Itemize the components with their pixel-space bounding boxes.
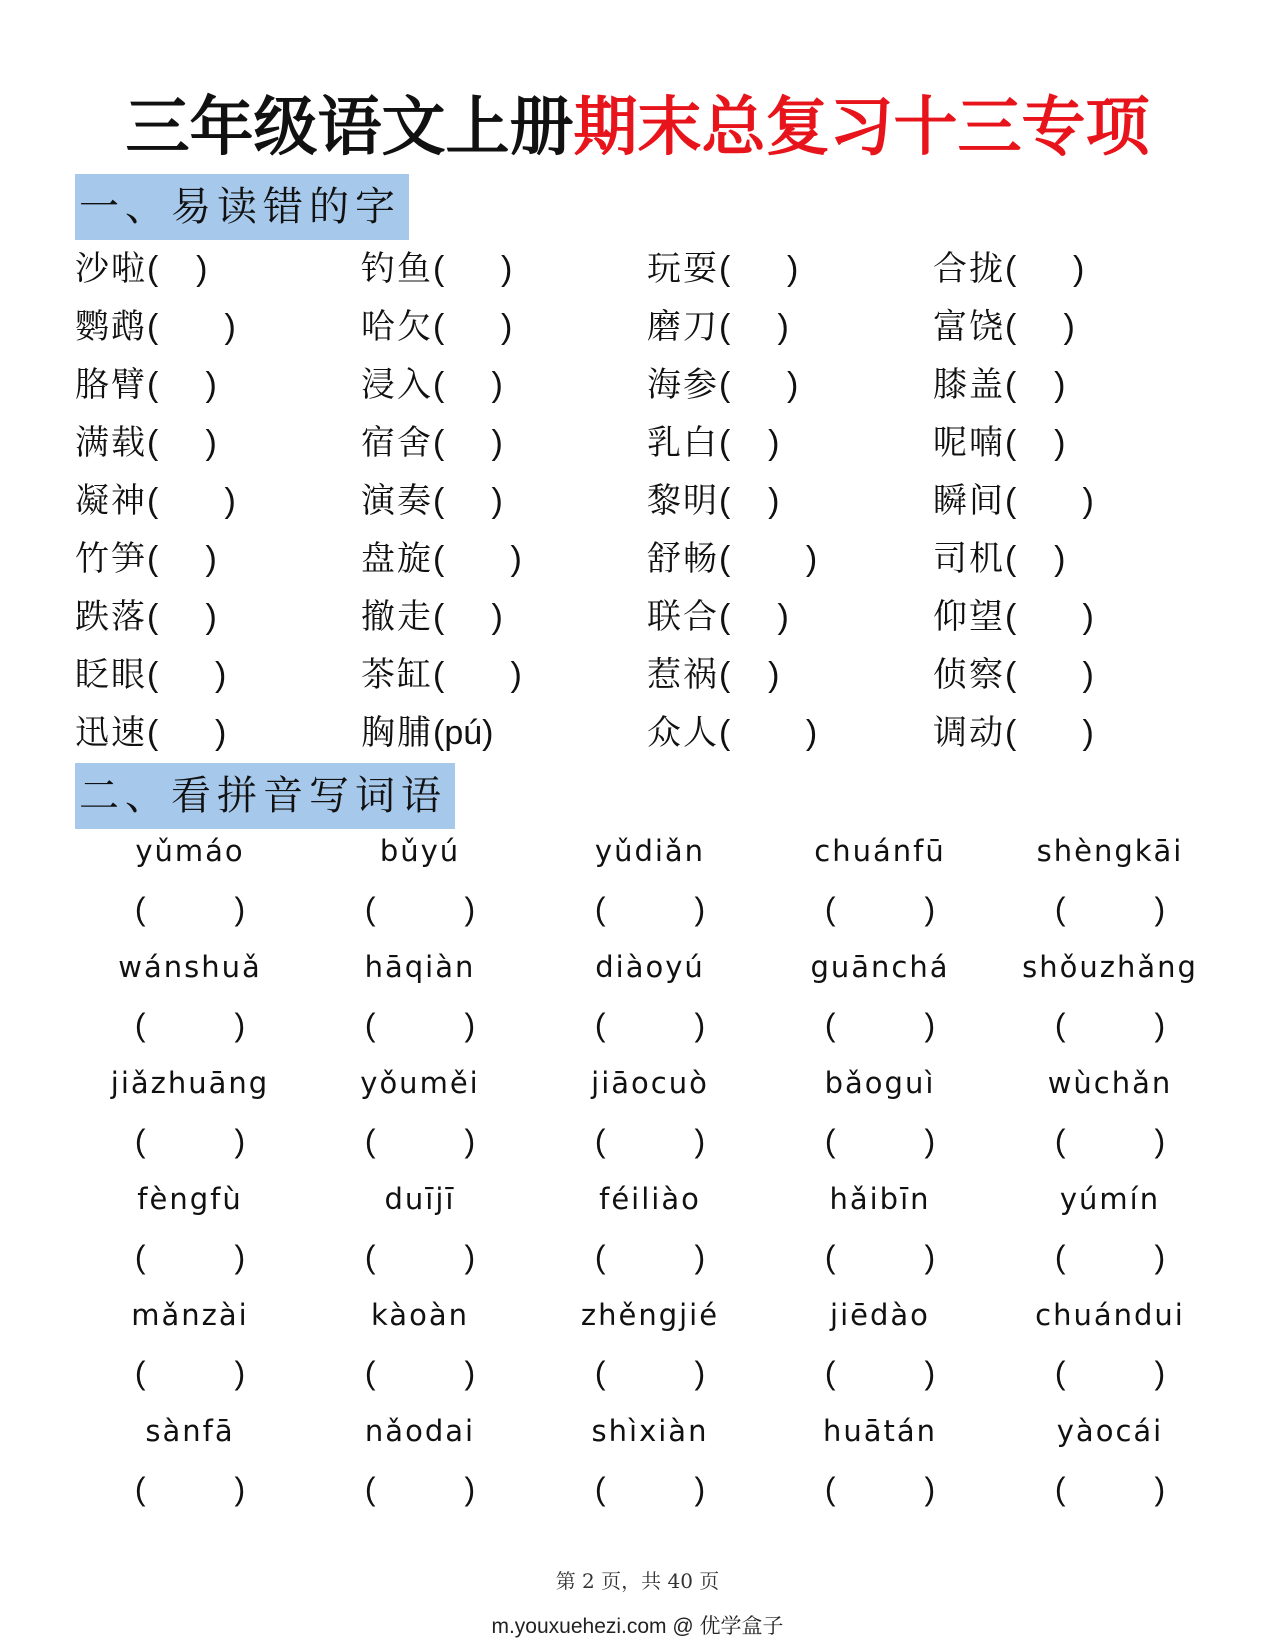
vocab-word: 鹦鹉 [75, 307, 147, 347]
answer-blank: ( ) [719, 424, 780, 462]
answer-blank: ( ) [1005, 424, 1066, 462]
answer-blank: ( ) [824, 1355, 936, 1391]
pinyin-text: yǔmáo [135, 834, 245, 868]
vocab-item [933, 472, 1215, 530]
answer-blank: ( ) [433, 598, 503, 636]
vocab-word: 乳白 [647, 423, 719, 463]
vocab-word: 黎明 [647, 481, 719, 521]
pinyin-text: féiliào [599, 1182, 701, 1216]
vocab-word: 演奏 [361, 481, 433, 521]
pinyin-text: duījī [384, 1182, 456, 1216]
title-part-red: 期末总复习十三专项 [573, 91, 1150, 165]
vocab-item [75, 646, 361, 704]
pinyin-cell [995, 1286, 1225, 1402]
vocab-word: 膝盖 [933, 365, 1005, 405]
answer-blank: ( ) [594, 1007, 706, 1043]
answer-blank: ( ) [719, 250, 799, 288]
pinyin-cell [535, 1402, 765, 1518]
answer-blank: ( ) [433, 308, 513, 346]
pinyin-cell [765, 1286, 995, 1402]
answer-blank: ( ) [824, 1123, 936, 1159]
pinyin-cell [75, 822, 305, 938]
answer-blank: ( ) [364, 1123, 476, 1159]
answer-blank: ( ) [824, 1471, 936, 1507]
answer-blank: ( ) [364, 1471, 476, 1507]
vocab-item [933, 414, 1215, 472]
section2-heading: 二、看拼音写词语 [75, 763, 455, 829]
pinyin-text: shǒuzhǎng [1022, 950, 1198, 984]
answer-blank: ( ) [147, 656, 227, 694]
vocab-item [933, 356, 1215, 414]
vocab-word: 磨刀 [647, 307, 719, 347]
pinyin-cell [535, 1054, 765, 1170]
vocab-item [647, 414, 933, 472]
answer-blank: ( ) [433, 250, 513, 288]
answer-blank: ( ) [147, 366, 217, 404]
answer-blank: ( ) [719, 656, 780, 694]
answer-blank: ( ) [1054, 891, 1166, 927]
pinyin-text: kàoàn [371, 1298, 469, 1332]
pinyin-grid [75, 822, 1225, 1518]
vocab-item [361, 298, 647, 356]
pinyin-cell [75, 1054, 305, 1170]
footer-watermark: m.youxuehezi.com @ 优学盒子 [491, 1615, 784, 1638]
vocab-word: 沙啦 [75, 249, 147, 289]
pinyin-cell [75, 1170, 305, 1286]
pinyin-cell [305, 1286, 535, 1402]
vocab-item [75, 472, 361, 530]
answer-blank: ( ) [1005, 540, 1066, 578]
pinyin-text: guānchá [810, 950, 950, 984]
answer-blank: ( ) [1054, 1007, 1166, 1043]
vocab-item [933, 704, 1215, 762]
answer-blank: ( ) [719, 714, 818, 752]
vocab-item [647, 240, 933, 298]
pinyin-text: jiǎzhuāng [110, 1066, 270, 1100]
pinyin-cell [765, 938, 995, 1054]
vocab-word: 盘旋 [361, 539, 433, 579]
vocab-item [75, 298, 361, 356]
pinyin-text: zhěngjié [580, 1298, 720, 1332]
answer-blank: ( ) [147, 482, 236, 520]
answer-blank: ( ) [147, 540, 217, 578]
pinyin-text: chuándui [1035, 1298, 1185, 1332]
pinyin-cell [305, 1054, 535, 1170]
vocab-word: 凝神 [75, 481, 147, 521]
vocab-word: 合拢 [933, 249, 1005, 289]
pinyin-text: yǒuměi [360, 1066, 480, 1100]
vocab-item [647, 472, 933, 530]
vocab-word: 胸脯 [361, 713, 433, 753]
answer-blank: ( ) [594, 891, 706, 927]
title-part-black: 三年级语文上册 [125, 91, 574, 165]
pinyin-cell [305, 1170, 535, 1286]
vocab-item [361, 240, 647, 298]
pinyin-text: hǎibīn [829, 1182, 931, 1216]
answer-blank: ( ) [147, 598, 217, 636]
vocab-word: 玩耍 [647, 249, 719, 289]
vocab-word: 竹笋 [75, 539, 147, 579]
vocab-item [75, 414, 361, 472]
answer-blank: ( ) [824, 1239, 936, 1275]
answer-blank: ( ) [824, 1007, 936, 1043]
vocab-word: 迅速 [75, 713, 147, 753]
answer-blank: ( ) [594, 1471, 706, 1507]
pinyin-cell [765, 1170, 995, 1286]
answer-blank: ( ) [1005, 482, 1094, 520]
pinyin-cell [305, 938, 535, 1054]
answer-blank: ( ) [364, 1355, 476, 1391]
vocab-word: 茶缸 [361, 655, 433, 695]
answer-blank: ( ) [147, 308, 236, 346]
answer-blank: ( ) [594, 1123, 706, 1159]
vocab-word: 惹祸 [647, 655, 719, 695]
pinyin-cell [995, 938, 1225, 1054]
answer-blank: ( ) [433, 424, 503, 462]
pinyin-text: wùchǎn [1047, 1066, 1173, 1100]
answer-blank: ( ) [364, 891, 476, 927]
answer-blank: ( ) [719, 308, 789, 346]
pinyin-cell [995, 1054, 1225, 1170]
vocab-item [647, 646, 933, 704]
vocab-word: 宿舍 [361, 423, 433, 463]
pinyin-text: shìxiàn [591, 1414, 709, 1448]
pinyin-cell [75, 1402, 305, 1518]
answer-blank: ( ) [134, 1471, 246, 1507]
vocab-word: 联合 [647, 597, 719, 637]
vocab-word: 瞬间 [933, 481, 1005, 521]
vocab-item [647, 356, 933, 414]
vocab-item [75, 240, 361, 298]
answer-blank: ( ) [594, 1239, 706, 1275]
vocab-item [933, 298, 1215, 356]
pinyin-cell [305, 1402, 535, 1518]
vocab-word: 跌落 [75, 597, 147, 637]
pinyin-text: jiēdào [830, 1298, 930, 1332]
pinyin-cell [995, 1170, 1225, 1286]
pinyin-cell [535, 1170, 765, 1286]
vocab-word: 钓鱼 [361, 249, 433, 289]
vocab-word: 呢喃 [933, 423, 1005, 463]
vocab-item [647, 588, 933, 646]
answer-blank: ( ) [719, 366, 799, 404]
answer-blank: ( ) [134, 891, 246, 927]
pinyin-cell [765, 1054, 995, 1170]
vocab-word: 调动 [933, 713, 1005, 753]
vocab-item [75, 356, 361, 414]
answer-blank: ( ) [1054, 1239, 1166, 1275]
vocab-word: 司机 [933, 539, 1005, 579]
answer-blank: ( ) [1005, 308, 1075, 346]
vocab-item [647, 530, 933, 588]
vocab-item [933, 530, 1215, 588]
vocab-word: 舒畅 [647, 539, 719, 579]
pinyin-text: bǎoguì [824, 1066, 936, 1100]
pinyin-text: wánshuǎ [118, 950, 262, 984]
section1-heading: 一、易读错的字 [75, 174, 409, 240]
pinyin-cell [305, 822, 535, 938]
answer-blank: ( ) [1054, 1471, 1166, 1507]
answer-blank: ( ) [433, 482, 503, 520]
answer-blank: ( ) [134, 1239, 246, 1275]
pinyin-cell [75, 1286, 305, 1402]
vocab-word: 哈欠 [361, 307, 433, 347]
pinyin-text: hāqiàn [364, 950, 476, 984]
pinyin-text: chuánfū [814, 834, 946, 868]
answer-blank: ( ) [433, 366, 503, 404]
vocab-item [361, 588, 647, 646]
answer-blank: ( ) [134, 1123, 246, 1159]
vocab-item [75, 530, 361, 588]
answer-blank: ( ) [1054, 1123, 1166, 1159]
vocab-word: 海参 [647, 365, 719, 405]
vocab-item [361, 472, 647, 530]
answer-blank: ( ) [433, 656, 522, 694]
vocab-word: 撤走 [361, 597, 433, 637]
vocab-item [933, 588, 1215, 646]
answer-blank: ( ) [147, 424, 217, 462]
vocab-word: 众人 [647, 713, 719, 753]
answer-blank: ( ) [719, 540, 818, 578]
pinyin-cell [765, 822, 995, 938]
vocab-item [933, 646, 1215, 704]
pinyin-text: yàocái [1056, 1414, 1164, 1448]
pinyin-cell [535, 938, 765, 1054]
pinyin-text: mǎnzài [131, 1298, 249, 1332]
answer-blank: ( ) [1005, 656, 1094, 694]
answer-blank: ( ) [719, 598, 789, 636]
answer-blank: ( ) [1005, 598, 1094, 636]
answer-blank: ( ) [147, 250, 208, 288]
pinyin-text: jiāocuò [591, 1066, 709, 1100]
answer-blank: ( ) [594, 1355, 706, 1391]
vocab-item [361, 704, 647, 762]
vocab-word: 胳臂 [75, 365, 147, 405]
pinyin-cell [535, 1286, 765, 1402]
vocab-item [647, 704, 933, 762]
pinyin-text: nǎodai [364, 1414, 476, 1448]
pinyin-cell [995, 1402, 1225, 1518]
answer-blank: ( ) [364, 1239, 476, 1275]
vocab-item [933, 240, 1215, 298]
pinyin-text: fèngfù [137, 1182, 243, 1216]
page-number: 第 2 页，共 40 页 [555, 1569, 720, 1593]
vocab-item [361, 530, 647, 588]
answer-blank: ( ) [1005, 366, 1066, 404]
vocab-item [647, 298, 933, 356]
answer-blank: ( ) [1005, 714, 1094, 752]
page-title [0, 88, 1275, 168]
answer-blank: ( ) [134, 1007, 246, 1043]
pinyin-text: yǔdiǎn [594, 834, 706, 868]
answer-blank: ( ) [364, 1007, 476, 1043]
vocab-item [75, 588, 361, 646]
vocab-word: 浸入 [361, 365, 433, 405]
pinyin-text: shèngkāi [1036, 834, 1184, 868]
vocab-item [361, 356, 647, 414]
answer-blank: ( ) [147, 714, 227, 752]
vocab-item [361, 646, 647, 704]
pinyin-cell [765, 1402, 995, 1518]
vocab-word: 仰望 [933, 597, 1005, 637]
answer-blank: ( ) [1005, 250, 1085, 288]
vocab-word: 侦察 [933, 655, 1005, 695]
pinyin-text: bǔyú [379, 834, 461, 868]
vocab-word: 眨眼 [75, 655, 147, 695]
vocab-word: 富饶 [933, 307, 1005, 347]
answer-blank: ( ) [824, 891, 936, 927]
vocab-item [75, 704, 361, 762]
answer-blank: ( ) [719, 482, 780, 520]
pinyin-cell [535, 822, 765, 938]
pinyin-text: diàoyú [595, 950, 705, 984]
vocab-item [361, 414, 647, 472]
pinyin-text: huātán [822, 1414, 938, 1448]
pinyin-text: sànfā [145, 1414, 235, 1448]
answer-blank: (pú) [433, 714, 494, 752]
pinyin-text: yúmín [1059, 1182, 1161, 1216]
vocab-word: 满载 [75, 423, 147, 463]
answer-blank: ( ) [1054, 1355, 1166, 1391]
vocab-grid [75, 240, 1215, 762]
pinyin-cell [75, 938, 305, 1054]
pinyin-cell [995, 822, 1225, 938]
answer-blank: ( ) [134, 1355, 246, 1391]
answer-blank: ( ) [433, 540, 522, 578]
